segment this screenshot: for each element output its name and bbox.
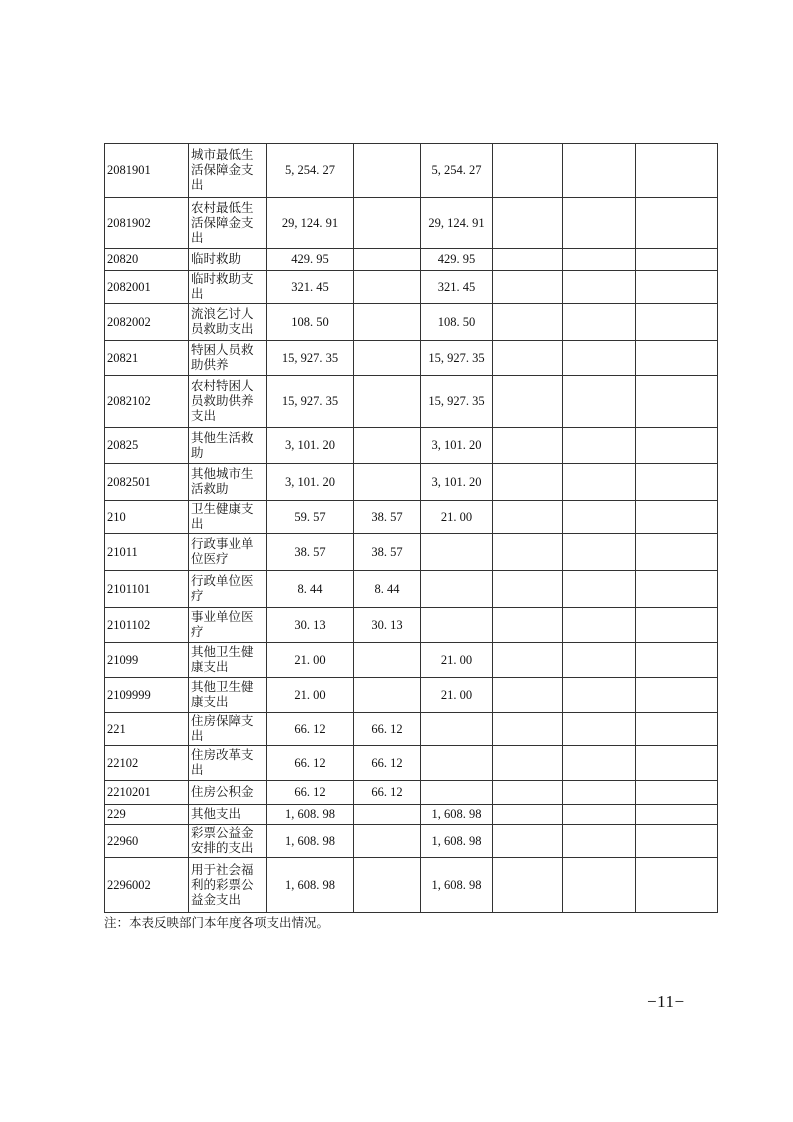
amount-3-cell [421, 781, 493, 805]
amount-3-cell: 321. 45 [421, 271, 493, 304]
empty-1-cell [493, 825, 563, 858]
empty-1-cell [493, 608, 563, 643]
empty-1-cell [493, 858, 563, 913]
empty-2-cell [563, 746, 636, 781]
code-cell: 2081901 [105, 144, 189, 198]
empty-3-cell [636, 678, 718, 713]
empty-3-cell [636, 858, 718, 913]
empty-3-cell [636, 198, 718, 249]
code-cell: 21099 [105, 643, 189, 678]
amount-3-cell [421, 713, 493, 746]
code-cell: 22960 [105, 825, 189, 858]
amount-2-cell [354, 643, 421, 678]
amount-1-cell: 66. 12 [267, 746, 354, 781]
amount-1-cell: 3, 101. 20 [267, 428, 354, 464]
empty-3-cell [636, 304, 718, 341]
amount-1-cell: 21. 00 [267, 643, 354, 678]
amount-3-cell: 108. 50 [421, 304, 493, 341]
amount-2-cell [354, 825, 421, 858]
table-row [105, 608, 718, 643]
amount-3-cell: 15, 927. 35 [421, 341, 493, 376]
amount-2-cell [354, 249, 421, 271]
table-row [105, 464, 718, 501]
amount-1-cell: 321. 45 [267, 271, 354, 304]
subject-name-cell: 住房公积金 [189, 781, 267, 805]
empty-3-cell [636, 571, 718, 608]
empty-1-cell [493, 249, 563, 271]
empty-3-cell [636, 825, 718, 858]
amount-3-cell [421, 746, 493, 781]
empty-2-cell [563, 534, 636, 571]
code-cell: 2296002 [105, 858, 189, 913]
subject-name-cell: 住房保障支出 [189, 713, 267, 746]
empty-1-cell [493, 678, 563, 713]
code-cell: 2082501 [105, 464, 189, 501]
code-cell: 20820 [105, 249, 189, 271]
empty-3-cell [636, 428, 718, 464]
amount-2-cell [354, 341, 421, 376]
amount-3-cell: 21. 00 [421, 501, 493, 534]
amount-3-cell [421, 608, 493, 643]
empty-2-cell [563, 825, 636, 858]
code-cell: 2082002 [105, 304, 189, 341]
empty-1-cell [493, 713, 563, 746]
empty-1-cell [493, 464, 563, 501]
amount-1-cell: 1, 608. 98 [267, 805, 354, 825]
page-number: −11− [647, 992, 685, 1011]
subject-name-cell: 流浪乞讨人员救助支出 [189, 304, 267, 341]
amount-1-cell: 66. 12 [267, 713, 354, 746]
code-cell: 20821 [105, 341, 189, 376]
amount-3-cell: 1, 608. 98 [421, 858, 493, 913]
amount-1-cell: 1, 608. 98 [267, 825, 354, 858]
subject-name-cell: 城市最低生活保障金支出 [189, 144, 267, 198]
amount-1-cell: 3, 101. 20 [267, 464, 354, 501]
table-row [105, 713, 718, 746]
table-row [105, 534, 718, 571]
code-cell: 20825 [105, 428, 189, 464]
amount-2-cell [354, 144, 421, 198]
empty-2-cell [563, 464, 636, 501]
empty-2-cell [563, 144, 636, 198]
subject-name-cell: 其他支出 [189, 805, 267, 825]
amount-3-cell: 1, 608. 98 [421, 805, 493, 825]
empty-3-cell [636, 271, 718, 304]
expenditure-table [104, 143, 718, 913]
empty-3-cell [636, 249, 718, 271]
empty-1-cell [493, 781, 563, 805]
table-row [105, 501, 718, 534]
empty-2-cell [563, 608, 636, 643]
empty-2-cell [563, 781, 636, 805]
empty-3-cell [636, 713, 718, 746]
amount-2-cell: 30. 13 [354, 608, 421, 643]
amount-1-cell: 429. 95 [267, 249, 354, 271]
empty-1-cell [493, 376, 563, 428]
code-cell: 2082001 [105, 271, 189, 304]
amount-2-cell [354, 271, 421, 304]
table-row [105, 746, 718, 781]
table-row [105, 825, 718, 858]
empty-2-cell [563, 428, 636, 464]
table-row [105, 376, 718, 428]
amount-1-cell: 66. 12 [267, 781, 354, 805]
table-row [105, 858, 718, 913]
empty-3-cell [636, 746, 718, 781]
amount-2-cell [354, 858, 421, 913]
code-cell: 2101101 [105, 571, 189, 608]
subject-name-cell: 卫生健康支出 [189, 501, 267, 534]
amount-2-cell: 8. 44 [354, 571, 421, 608]
amount-2-cell: 66. 12 [354, 713, 421, 746]
amount-3-cell: 5, 254. 27 [421, 144, 493, 198]
table-row [105, 198, 718, 249]
table-row [105, 805, 718, 825]
empty-1-cell [493, 144, 563, 198]
amount-2-cell: 38. 57 [354, 534, 421, 571]
empty-2-cell [563, 858, 636, 913]
empty-1-cell [493, 643, 563, 678]
empty-2-cell [563, 805, 636, 825]
table-row [105, 643, 718, 678]
amount-3-cell: 21. 00 [421, 643, 493, 678]
amount-2-cell: 38. 57 [354, 501, 421, 534]
subject-name-cell: 农村特困人员救助供养支出 [189, 376, 267, 428]
table-row [105, 249, 718, 271]
subject-name-cell: 其他卫生健康支出 [189, 643, 267, 678]
subject-name-cell: 其他城市生活救助 [189, 464, 267, 501]
code-cell: 229 [105, 805, 189, 825]
amount-1-cell: 5, 254. 27 [267, 144, 354, 198]
empty-3-cell [636, 144, 718, 198]
amount-1-cell: 38. 57 [267, 534, 354, 571]
empty-1-cell [493, 271, 563, 304]
amount-1-cell: 21. 00 [267, 678, 354, 713]
empty-3-cell [636, 643, 718, 678]
empty-2-cell [563, 713, 636, 746]
expenditure-table-body [105, 144, 718, 913]
amount-3-cell [421, 534, 493, 571]
empty-1-cell [493, 746, 563, 781]
amount-1-cell: 30. 13 [267, 608, 354, 643]
empty-3-cell [636, 781, 718, 805]
empty-2-cell [563, 571, 636, 608]
code-cell: 2082102 [105, 376, 189, 428]
subject-name-cell: 临时救助支出 [189, 271, 267, 304]
subject-name-cell: 事业单位医疗 [189, 608, 267, 643]
amount-3-cell: 3, 101. 20 [421, 464, 493, 501]
empty-2-cell [563, 501, 636, 534]
table-footnote: 注：本表反映部门本年度各项支出情况。 [104, 916, 330, 930]
amount-2-cell [354, 428, 421, 464]
amount-1-cell: 108. 50 [267, 304, 354, 341]
table-row [105, 781, 718, 805]
subject-name-cell: 临时救助 [189, 249, 267, 271]
amount-2-cell [354, 464, 421, 501]
empty-2-cell [563, 249, 636, 271]
subject-name-cell: 农村最低生活保障金支出 [189, 198, 267, 249]
table-row [105, 571, 718, 608]
code-cell: 221 [105, 713, 189, 746]
code-cell: 2109999 [105, 678, 189, 713]
code-cell: 2210201 [105, 781, 189, 805]
code-cell: 2081902 [105, 198, 189, 249]
empty-3-cell [636, 608, 718, 643]
empty-1-cell [493, 534, 563, 571]
amount-2-cell [354, 376, 421, 428]
subject-name-cell: 住房改革支出 [189, 746, 267, 781]
code-cell: 2101102 [105, 608, 189, 643]
amount-2-cell [354, 805, 421, 825]
subject-name-cell: 其他卫生健康支出 [189, 678, 267, 713]
amount-1-cell: 15, 927. 35 [267, 341, 354, 376]
code-cell: 210 [105, 501, 189, 534]
empty-3-cell [636, 341, 718, 376]
amount-3-cell: 21. 00 [421, 678, 493, 713]
table-row [105, 678, 718, 713]
empty-1-cell [493, 428, 563, 464]
subject-name-cell: 行政事业单位医疗 [189, 534, 267, 571]
subject-name-cell: 用于社会福利的彩票公益金支出 [189, 858, 267, 913]
code-cell: 22102 [105, 746, 189, 781]
amount-2-cell [354, 304, 421, 341]
amount-1-cell: 1, 608. 98 [267, 858, 354, 913]
empty-3-cell [636, 534, 718, 571]
subject-name-cell: 特困人员救助供养 [189, 341, 267, 376]
amount-1-cell: 8. 44 [267, 571, 354, 608]
empty-2-cell [563, 198, 636, 249]
empty-2-cell [563, 341, 636, 376]
amount-3-cell [421, 571, 493, 608]
code-cell: 21011 [105, 534, 189, 571]
amount-2-cell: 66. 12 [354, 781, 421, 805]
empty-2-cell [563, 304, 636, 341]
subject-name-cell: 彩票公益金安排的支出 [189, 825, 267, 858]
amount-2-cell [354, 678, 421, 713]
amount-3-cell: 1, 608. 98 [421, 825, 493, 858]
table-row [105, 271, 718, 304]
empty-1-cell [493, 501, 563, 534]
empty-2-cell [563, 271, 636, 304]
empty-1-cell [493, 198, 563, 249]
empty-1-cell [493, 304, 563, 341]
amount-3-cell: 429. 95 [421, 249, 493, 271]
amount-2-cell: 66. 12 [354, 746, 421, 781]
amount-3-cell: 29, 124. 91 [421, 198, 493, 249]
amount-3-cell: 3, 101. 20 [421, 428, 493, 464]
table-section [104, 143, 718, 931]
empty-3-cell [636, 376, 718, 428]
table-row [105, 341, 718, 376]
table-row [105, 304, 718, 341]
empty-2-cell [563, 643, 636, 678]
table-row [105, 144, 718, 198]
empty-3-cell [636, 805, 718, 825]
empty-2-cell [563, 376, 636, 428]
subject-name-cell: 其他生活救助 [189, 428, 267, 464]
amount-2-cell [354, 198, 421, 249]
table-row [105, 428, 718, 464]
empty-1-cell [493, 571, 563, 608]
subject-name-cell: 行政单位医疗 [189, 571, 267, 608]
amount-1-cell: 59. 57 [267, 501, 354, 534]
empty-3-cell [636, 501, 718, 534]
amount-1-cell: 15, 927. 35 [267, 376, 354, 428]
empty-1-cell [493, 341, 563, 376]
amount-3-cell: 15, 927. 35 [421, 376, 493, 428]
amount-1-cell: 29, 124. 91 [267, 198, 354, 249]
empty-2-cell [563, 678, 636, 713]
empty-3-cell [636, 464, 718, 501]
empty-1-cell [493, 805, 563, 825]
